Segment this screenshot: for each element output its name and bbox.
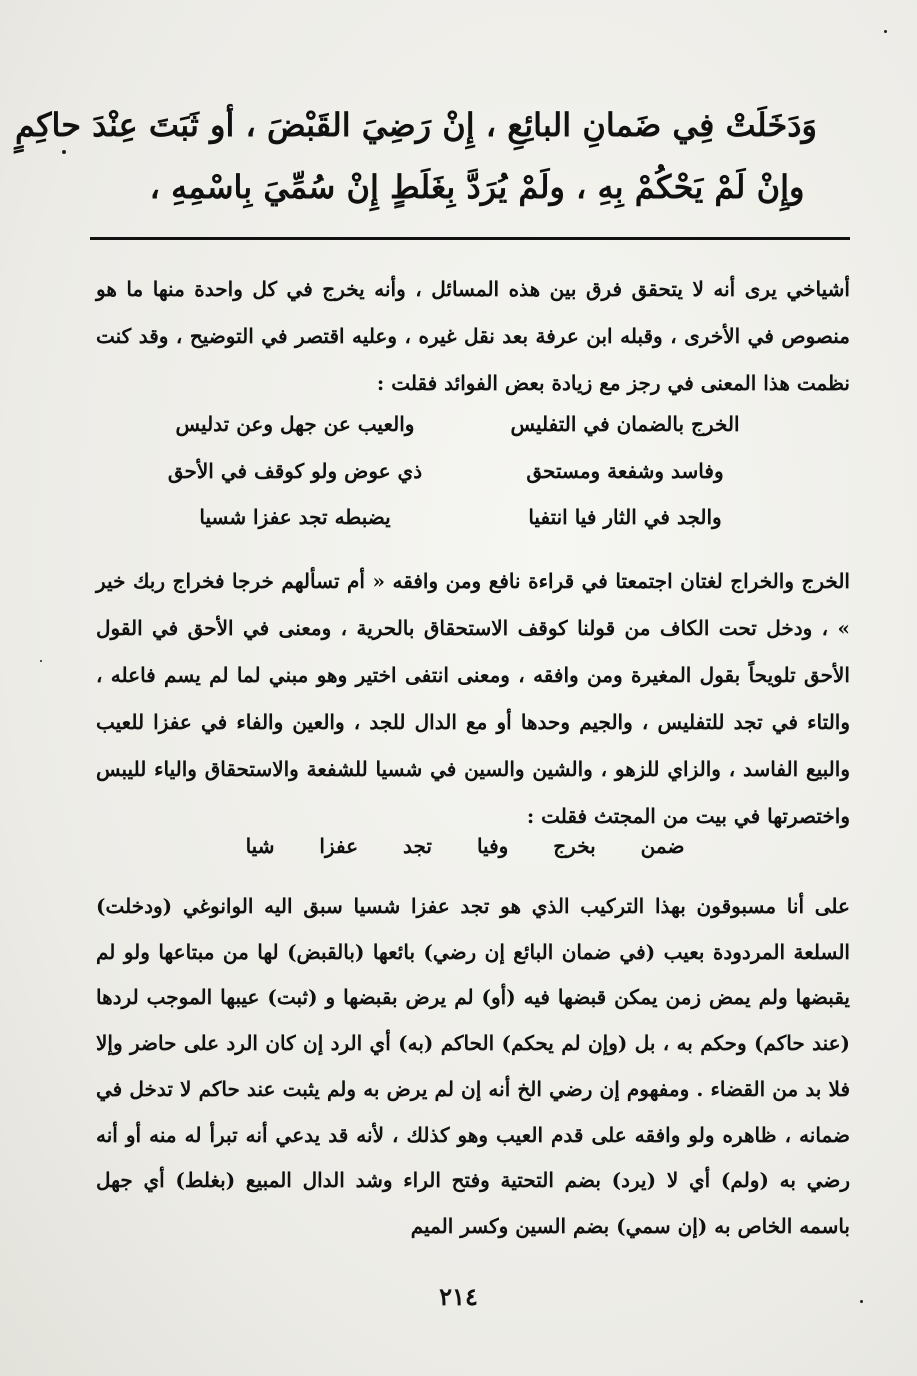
scan-speck [62, 150, 66, 154]
verse-line-1: وَدَخَلَتْ فِي ضَمانِ البائِعِ ، إِنْ رَضِيَ القَبْضَ ، أو ثَبَتَ عِنْدَ حاكِمٍ [14, 106, 817, 144]
horizontal-rule [90, 237, 850, 240]
poem-row [150, 505, 770, 549]
poem-hemistich-left: يضبطه تجد عفزا شسيا [199, 505, 391, 529]
poem-hemistich-left: والعيب عن جهل وعن تدليس [175, 412, 415, 436]
poem-hemistich-left: ذي عوض ولو كوقف في الأحق [167, 459, 423, 483]
verse-line-2: وإِنْ لَمْ يَحْكُمْ بِهِ ، ولَمْ يُرَدَّ بِغَلَطٍ إِنْ سُمِّيَ بِاسْمِهِ ، [149, 168, 805, 206]
page-number: ٢١٤ [439, 1282, 478, 1311]
poem-hemistich-right: وفاسد وشفعة ومستحق [526, 459, 724, 483]
scan-speck [40, 660, 42, 662]
commentary-paragraph-2: الخرج والخراج لغتان اجتمعتا في قراءة نافع ومن وافقه « أم تسألهم خرجا فخراج ربك خير » ، ودخل تحت الكاف من قولنا كوقف الاستحقاق بالحرية ، ومعنى في الأحق في القول الأحق تلويحاً بقول المغيرة ومن وافقه ، ومعنى انتفى اختير وهو مبني لما لم يسم فاعله ، والتاء في تجد للتفليس ، والجيم وحدها أو مع الدال للجد ، والعين والفاء في عفزا للعيب والبيع الفاسد ، والزاي للزهو ، والشين والسين في شسيا للشفعة والاستحقاق والياء لليبس واختصرتها في بيت من المجتث فقلت : [96, 569, 850, 828]
single-verse: ضمن بخرج وفيا تجد عفزا شيا [245, 834, 685, 858]
poem-row [150, 459, 770, 503]
commentary-paragraph-3: على أنا مسبوقون بهذا التركيب الذي هو تجد عفزا شسيا سبق اليه الوانوغي (ودخلت) السلعة المردودة بعيب (في ضمان البائع إن رضي) بائعها (بالقبض) لها من مبتاعها ولو لم يقبضها ولم يمض زمن يمكن قبضها فيه (أو) لم يرض بقبضها و (ثبت) عيبها الموجب لردها (عند حاكم) وحكم به ، بل (وإن لم يحكم) الحاكم (به) أي الرد إن كان الرد على حاضر وإلا فلا بد من القضاء . ومفهوم إن رضي الخ أنه إن لم يرض به ولم يثبت عند حاكم لا تدخل في ضمانه ، ظاهره ولو وافقه على قدم العيب وهو كذلك ، لأنه قد يدعي أنه تبرأ له منه أو أنه رضي به (ولم) أي لا (يرد) بضم التحتية وفتح الراء وشد الدال المبيع (بغلط) أي جهل باسمه الخاص به (إن سمي) بضم السين وكسر الميم [96, 894, 850, 1238]
poem-hemistich-right: الخرج بالضمان في التفليس [510, 412, 740, 436]
commentary-paragraph-1: أشياخي يرى أنه لا يتحقق فرق بين هذه المسائل ، وأنه يخرج في كل واحدة منها ما هو منصوص في الأخرى ، وقبله ابن عرفة بعد نقل غيره ، وعليه اقتصر في التوضيح ، وقد كنت نظمت هذا المعنى في رجز مع زيادة بعض الفوائد فقلت : [96, 277, 850, 395]
scan-speck [860, 1300, 863, 1303]
scan-speck [884, 30, 887, 33]
poem-hemistich-right: والجد في الثار فيا انتفيا [528, 505, 722, 529]
poem-row [150, 412, 770, 456]
